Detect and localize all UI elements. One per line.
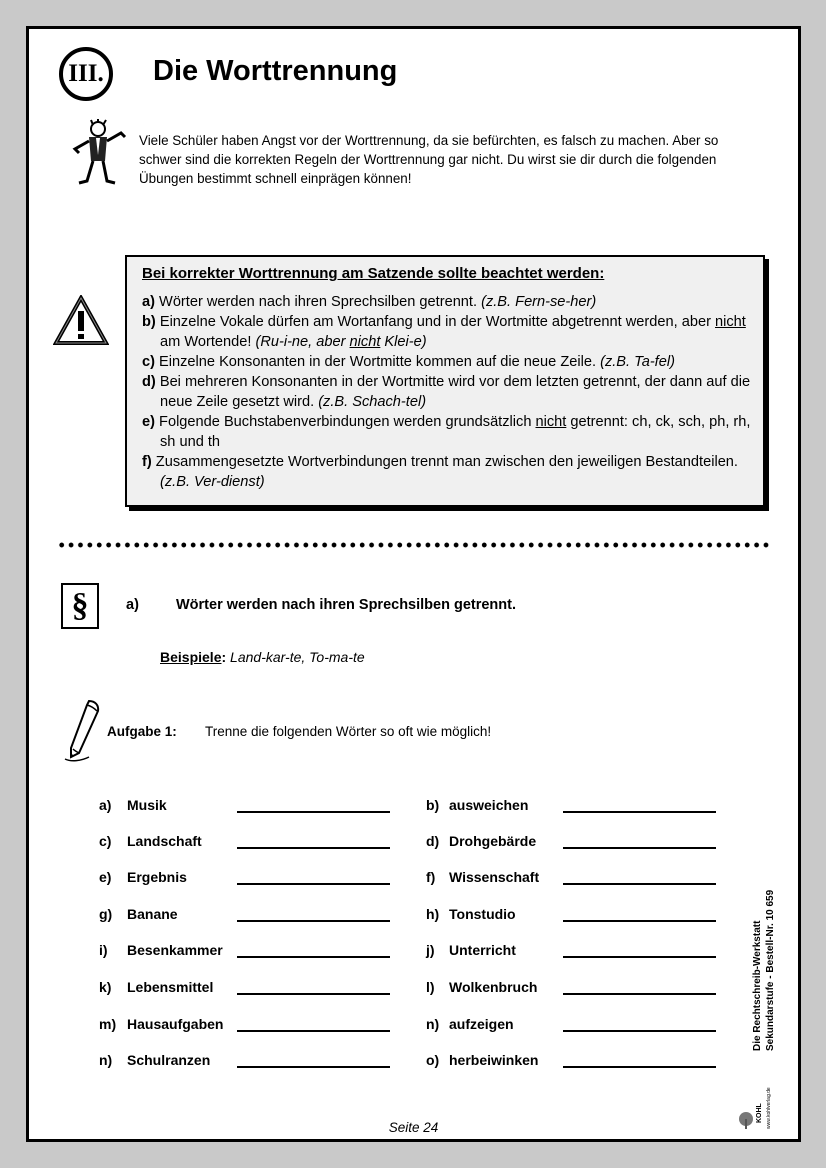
- examples-line: [160, 649, 365, 665]
- exercise-letter: n): [426, 1016, 440, 1032]
- answer-line[interactable]: [563, 956, 716, 958]
- examples-text: Land-kar-te, To-ma-te: [226, 649, 365, 665]
- rule-letter: d): [142, 374, 156, 390]
- exercise-letter: d): [426, 833, 440, 849]
- rule-text: Wörter werden nach ihren Sprechsilben getrennt.: [154, 294, 482, 310]
- mascot-figure-icon: [69, 119, 127, 189]
- publisher-line-2: Sekundarstufe - Bestell-Nr. 10 659: [765, 889, 776, 1051]
- rule-text: (z.B. Fern-se-her): [481, 294, 597, 310]
- answer-line[interactable]: [237, 883, 390, 885]
- rule-item: [142, 312, 753, 352]
- rule-text: (z.B. Schach-tel): [318, 394, 427, 410]
- exercise-word: Lebensmittel: [127, 979, 214, 995]
- exercise-word: Schulranzen: [127, 1052, 211, 1068]
- publisher-line-1: Die Rechtschreib-Werkstatt: [752, 920, 763, 1051]
- answer-line[interactable]: [563, 811, 716, 813]
- rule-letter: c): [142, 354, 155, 370]
- answer-line[interactable]: [563, 1030, 716, 1032]
- rule-letter: b): [142, 314, 156, 330]
- rule-text: Bei mehreren Konsonanten in der Wortmitte wird vor dem letzten getrennt, der dann auf die neue Zeile gesetzt wird.: [155, 374, 751, 410]
- rule-letter: a): [142, 294, 155, 310]
- exercise-letter: o): [426, 1052, 440, 1068]
- rule-item: [142, 452, 753, 492]
- warning-icon: [53, 295, 109, 347]
- exercise-word: aufzeigen: [449, 1016, 514, 1032]
- exercise-word: Landschaft: [127, 833, 202, 849]
- rule-text: Einzelne Konsonanten in der Wortmitte kommen auf die neue Zeile.: [154, 354, 601, 370]
- rule-text: getrennt: ch, ck, sch, ph, rh, sh und th: [160, 414, 751, 450]
- exercise-word: Musik: [127, 797, 167, 813]
- answer-line[interactable]: [563, 1066, 716, 1068]
- exercise-letter: m): [99, 1016, 117, 1032]
- answer-line[interactable]: [237, 920, 390, 922]
- task-instruction: Trenne die folgenden Wörter so oft wie möglich!: [205, 724, 492, 739]
- exercise-word: Hausaufgaben: [127, 1016, 224, 1032]
- exercise-letter: i): [99, 942, 108, 958]
- exercise-word: ausweichen: [449, 797, 529, 813]
- rule-item: [142, 412, 753, 452]
- answer-line[interactable]: [237, 811, 390, 813]
- exercise-word: Wissenschaft: [449, 869, 540, 885]
- section-letter: a): [126, 597, 139, 613]
- rule-text: Einzelne Vokale dürfen am Wortanfang und in der Wortmitte abgetrennt werden, aber: [155, 314, 715, 330]
- exercise-letter: h): [426, 906, 440, 922]
- exercise-letter: n): [99, 1052, 113, 1068]
- answer-line[interactable]: [563, 993, 716, 995]
- rule-text: Folgende Buchstabenverbindungen werden grundsätzlich: [154, 414, 536, 430]
- rules-box: [125, 255, 765, 507]
- answer-line[interactable]: [237, 993, 390, 995]
- rule-letter: f): [142, 454, 152, 470]
- logo-name: KOHL: [756, 1103, 763, 1123]
- page-number: Seite 24: [388, 1120, 439, 1135]
- rule-item: [142, 352, 753, 372]
- rule-text: Zusammengesetzte Wortverbindungen trennt man zwischen den jeweiligen Bestandteilen.: [151, 454, 738, 470]
- exercise-word: Besenkammer: [127, 942, 223, 958]
- exercise-word: Drohgebärde: [449, 833, 537, 849]
- rule-item: [142, 292, 753, 312]
- answer-line[interactable]: [237, 1066, 390, 1068]
- exercise-letter: c): [99, 833, 112, 849]
- exercise-letter: g): [99, 906, 113, 922]
- exercise-word: Banane: [127, 906, 178, 922]
- rule-letter: e): [142, 414, 155, 430]
- exercise-letter: j): [426, 942, 435, 958]
- page-title: Die Worttrennung: [153, 55, 398, 87]
- rule-text: Klei-e): [380, 334, 427, 350]
- rule-item: [142, 372, 753, 412]
- exercise-word: Unterricht: [449, 942, 516, 958]
- exercise-letter: b): [426, 797, 440, 813]
- task-label: Aufgabe 1:: [107, 724, 177, 739]
- answer-line[interactable]: [563, 920, 716, 922]
- rules-list: [142, 292, 753, 492]
- examples-label: Beispiele: [160, 649, 222, 665]
- exercise-word: herbeiwinken: [449, 1052, 539, 1068]
- examples-colon: :: [221, 649, 227, 665]
- chapter-number: III.: [59, 47, 113, 101]
- exercise-letter: a): [99, 797, 112, 813]
- paragraph-icon: §: [61, 583, 99, 629]
- rule-text: nicht: [535, 414, 567, 430]
- exercise-letter: k): [99, 979, 112, 995]
- rule-text: (z.B. Ver-dienst): [160, 474, 265, 490]
- exercise-letter: e): [99, 869, 112, 885]
- answer-line[interactable]: [237, 956, 390, 958]
- logo-url: www.kohlverlag.de: [766, 1087, 772, 1129]
- answer-line[interactable]: [563, 847, 716, 849]
- pencil-icon: [61, 699, 101, 763]
- worksheet-page: [26, 26, 801, 1142]
- exercise-letter: l): [426, 979, 435, 995]
- intro-text: Viele Schüler haben Angst vor der Worttrennung, da sie befürchten, es falsch zu machen. Aber so schwer sind die korrekten Regeln der Worttrennung gar nicht. Du wirst sie dir durch die folgenden Übungen bestimmt schnell einprägen können!: [139, 133, 719, 186]
- exercise-word: Wolkenbruch: [449, 979, 538, 995]
- rule-text: (z.B. Ta-fel): [600, 354, 675, 370]
- section-title: Wörter werden nach ihren Sprechsilben getrennt.: [176, 597, 517, 613]
- dotted-divider: [57, 542, 771, 548]
- exercise-letter: f): [426, 869, 436, 885]
- publisher-sidebar: [751, 890, 777, 1051]
- exercise-word: Ergebnis: [127, 869, 187, 885]
- rule-text: nicht: [349, 334, 381, 350]
- rules-heading: Bei korrekter Worttrennung am Satzende sollte beachtet werden:: [142, 265, 605, 282]
- answer-line[interactable]: [563, 883, 716, 885]
- answer-line[interactable]: [237, 847, 390, 849]
- rule-text: nicht: [715, 314, 746, 330]
- exercise-word: Tonstudio: [449, 906, 516, 922]
- rule-text: am Wortende!: [160, 334, 256, 350]
- rule-text: (Ru-i-ne, aber: [255, 334, 350, 350]
- answer-line[interactable]: [237, 1030, 390, 1032]
